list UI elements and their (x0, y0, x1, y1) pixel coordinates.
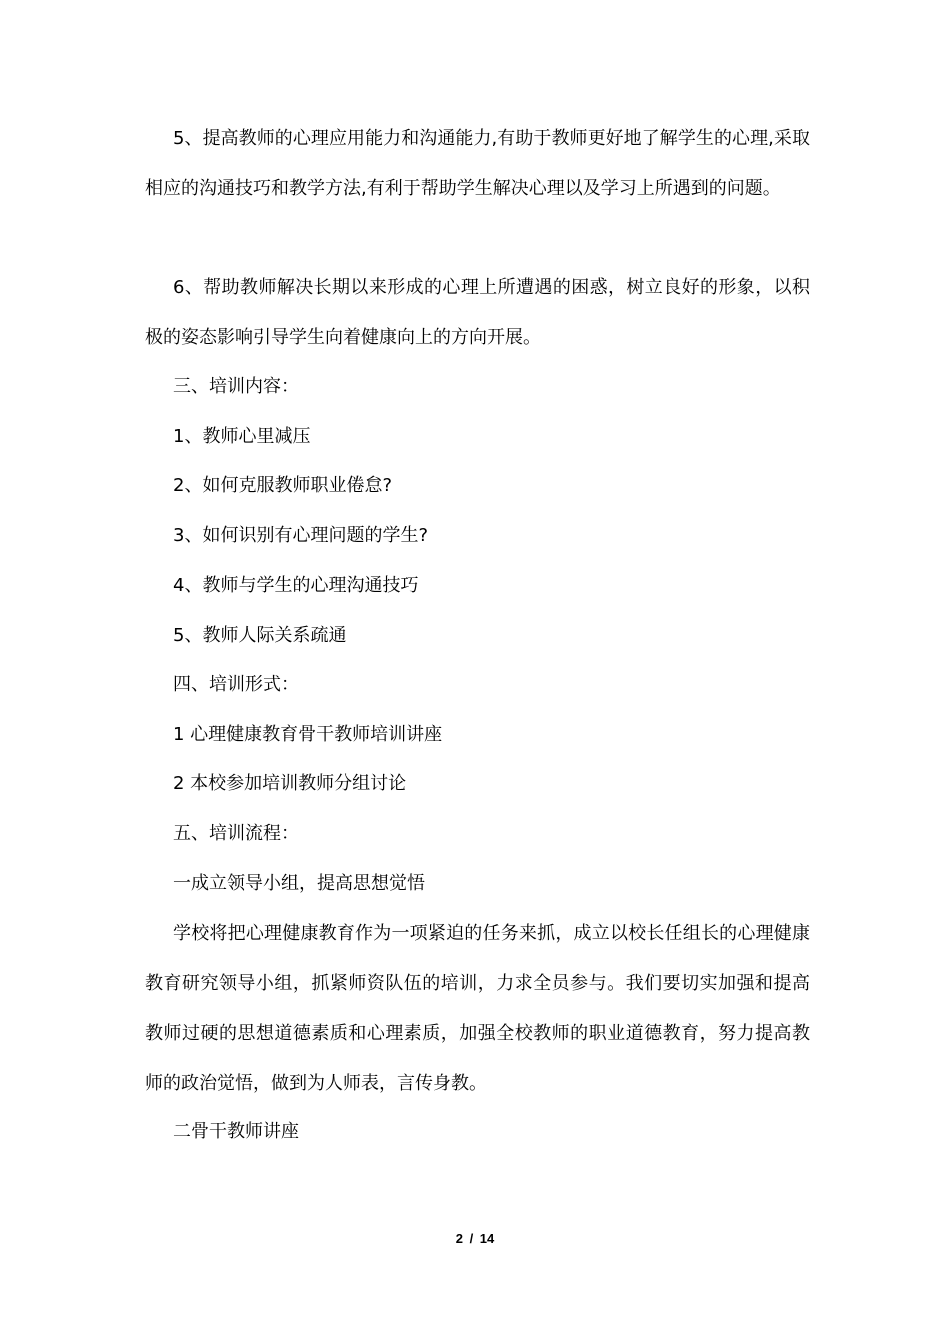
list-item-content-5: 5、教师人际关系疏通 (173, 625, 347, 646)
list-item-content-1: 1、教师心里减压 (173, 426, 311, 447)
subheading-leadership-group: 一成立领导小组，提高思想觉悟 (173, 873, 425, 894)
list-item-form-1: 1 心理健康教育骨干教师培训讲座 (173, 724, 443, 745)
section-heading-training-form: 四、培训形式： (173, 674, 299, 695)
list-item-content-3: 3、如何识别有心理问题的学生? (173, 525, 429, 546)
subheading-backbone-lecture: 二骨干教师讲座 (173, 1121, 299, 1142)
page-number: 2 / 14 (455, 1231, 495, 1246)
list-item-content-4: 4、教师与学生的心理沟通技巧 (173, 575, 419, 596)
paragraph-leadership-group: 学校将把心理健康教育作为一项紧迫的任务来抓，成立以校长任组长的心理健康教育研究领导小组，抓紧师资队伍的培训，力求全员参与。我们要切实加强和提高教师过硬的思想道德素质和心理素质，加强全校教师的职业道德教育，努力提高教师的政治觉悟，做到为人师表，言传身教。 (145, 923, 810, 1094)
paragraph-goal-6: 6、帮助教师解决长期以来形成的心理上所遭遇的困惑，树立良好的形象，以积极的姿态影响引导学生向着健康向上的方向开展。 (145, 277, 810, 348)
paragraph-goal-5: 5、提高教师的心理应用能力和沟通能力,有助于教师更好地了解学生的心理,采取相应的沟通技巧和教学方法,有利于帮助学生解决心理以及学习上所遇到的问题。 (145, 128, 810, 199)
section-heading-training-process: 五、培训流程： (173, 823, 299, 844)
list-item-content-2: 2、如何克服教师职业倦怠? (173, 475, 393, 496)
list-item-form-2: 2 本校参加培训教师分组讨论 (173, 773, 407, 794)
section-heading-training-content: 三、培训内容： (173, 376, 299, 397)
